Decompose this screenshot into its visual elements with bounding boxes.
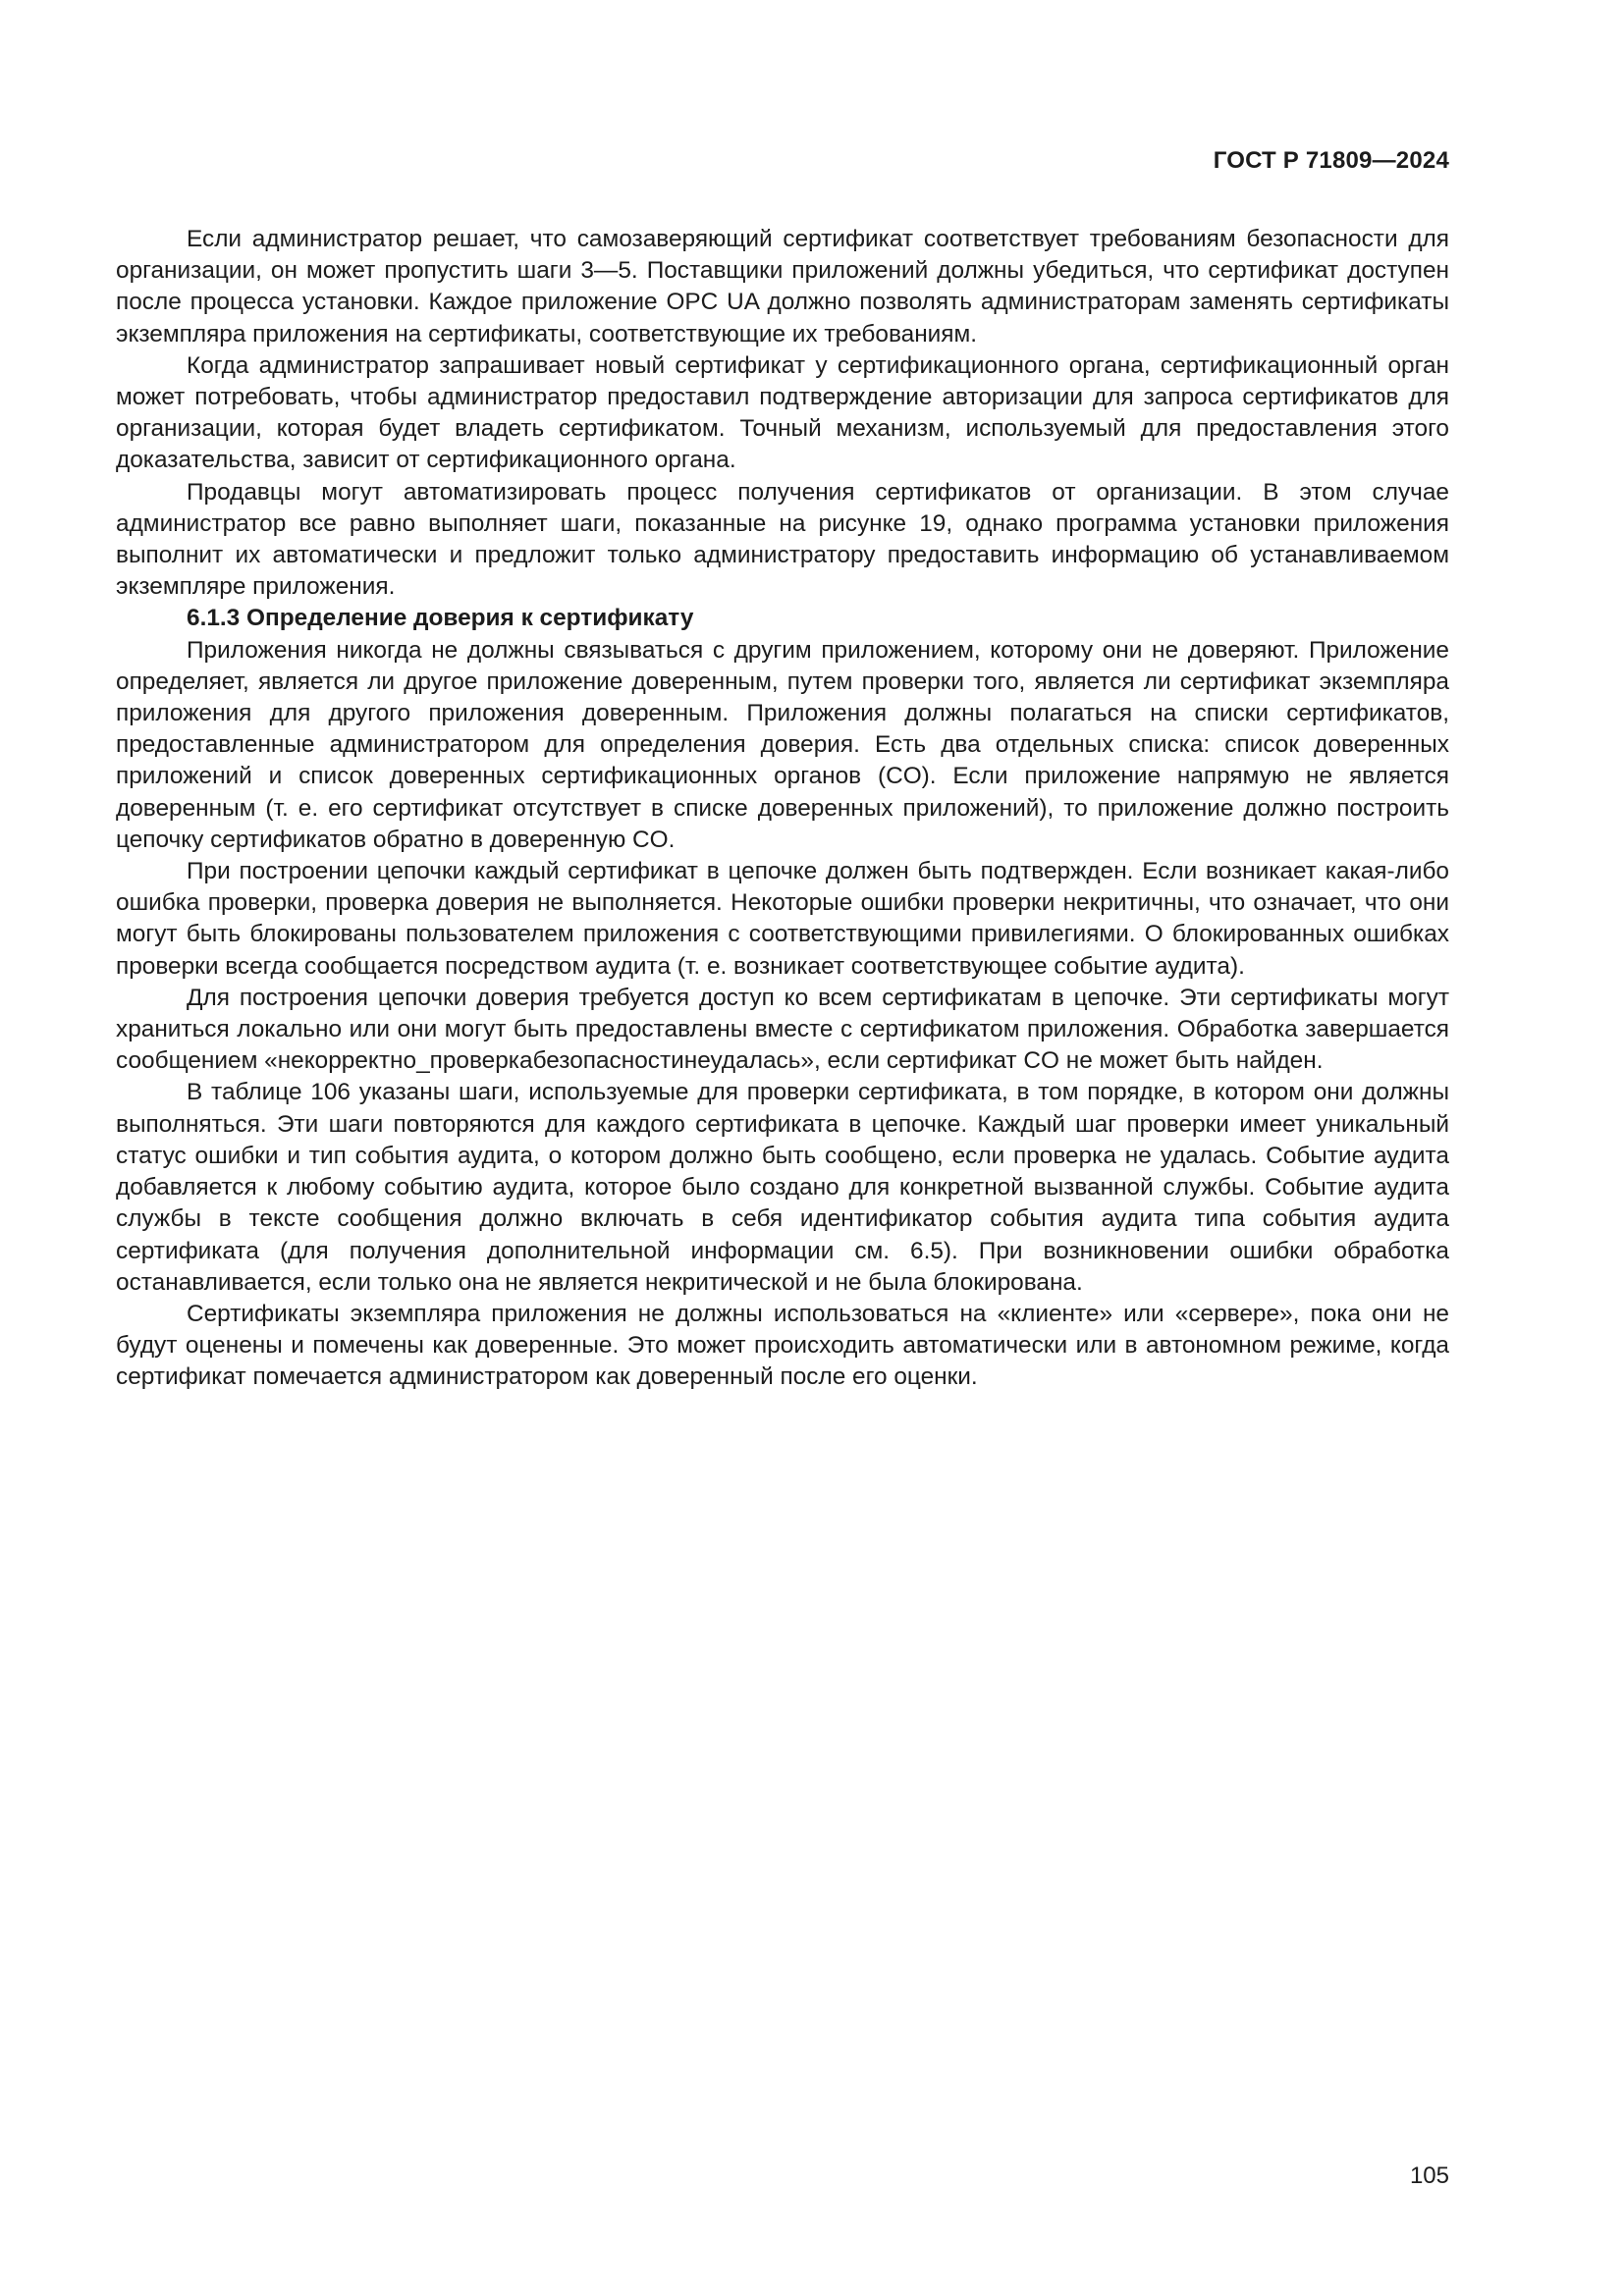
- paragraph-trusted-usage: Сертификаты экземпляра приложения не должны использоваться на «клиенте» или «сервере», пока они не будут оценены и помечены как доверенные. Это может происходить автоматически или в автономном режиме, когда сертификат помечается администратором как доверенный после его оценки.: [116, 1300, 1449, 1391]
- paragraph-automation: Продавцы могут автоматизировать процесс получения сертификатов от организации. В этом случае администратор все равно выполняет шаги, показанные на рисунке 19, однако программа установки приложения выполнит их автоматически и предложит только администратору предоставить информацию об устанавливаемом экземпляре приложения.: [116, 478, 1449, 601]
- paragraph-chain-access: Для построения цепочки доверия требуется доступ ко всем сертификатам в цепочке. Эти сертификаты могут храниться локально или они могут быть предоставлены вместе с сертификатом приложения. Обработка завершается сообщением «некорректно_проверкабезопасностинеудалась», если сертификат CO не может быть найден.: [116, 984, 1449, 1075]
- page-number: 105: [1409, 2163, 1449, 2189]
- paragraph-chain-validation: При построении цепочки каждый сертификат в цепочке должен быть подтвержден. Если возникает какая-либо ошибка проверки, проверка доверия не выполняется. Некоторые ошибки проверки некритичны, что означает, что они могут быть блокированы пользователем приложения с соответствующими привилегиями. О блокированных ошибках проверки всегда сообщается посредством аудита (т. е. возникает соответствующее событие аудита).: [116, 858, 1449, 980]
- document-body: [116, 224, 1449, 1394]
- paragraph-trust-lists: Приложения никогда не должны связываться с другим приложением, которому они не доверяют. Приложение определяет, является ли другое приложение доверенным, путем проверки того, является ли сертификат экземпляра приложения для другого приложения доверенным. Приложения должны полагаться на списки сертификатов, предоставленные администратором для определения доверия. Есть два отдельных списка: список доверенных приложений и список доверенных сертификационных органов (CO). Если приложение напрямую не является доверенным (т. е. его сертификат отсутствует в списке доверенных приложений), то приложение должно построить цепочку сертификатов обратно в доверенную CO.: [116, 636, 1449, 853]
- section-heading-trust: 6.1.3 Определение доверия к сертификату: [187, 605, 694, 632]
- paragraph-validation-steps: В таблице 106 указаны шаги, используемые для проверки сертификата, в том порядке, в котором они должны выполняться. Эти шаги повторяются для каждого сертификата в цепочке. Каждый шаг проверки имеет уникальный статус ошибки и тип события аудита, о котором должно быть сообщено, если проверка не удалась. Событие аудита добавляется к любому событию аудита, которое было создано для конкретной вызванной службы. Событие аудита службы в тексте сообщения должно включать в себя идентификатор события аудита типа события аудита сертификата (для получения дополнительной информации см. 6.5). При возникновении ошибки обработка останавливается, если только она не является некритической и не была блокирована.: [116, 1079, 1449, 1296]
- document-code: ГОСТ Р 71809—2024: [1213, 147, 1449, 174]
- paragraph-self-signed-certificate: Если администратор решает, что самозаверяющий сертификат соответствует требованиям безопасности для организации, он может пропустить шаги 3—5. Поставщики приложений должны убедиться, что сертификат доступен после процесса установки. Каждое приложение OPC UA должно позволять администраторам заменять сертификаты экземпляра приложения на сертификаты, соответствующие их требованиям.: [116, 226, 1449, 347]
- paragraph-certificate-request: Когда администратор запрашивает новый сертификат у сертификационного органа, сертификационный орган может потребовать, чтобы администратор предоставил подтверждение авторизации для запроса сертификатов для организации, которая будет владеть сертификатом. Точный механизм, используемый для предоставления этого доказательства, зависит от сертификационного органа.: [116, 351, 1449, 474]
